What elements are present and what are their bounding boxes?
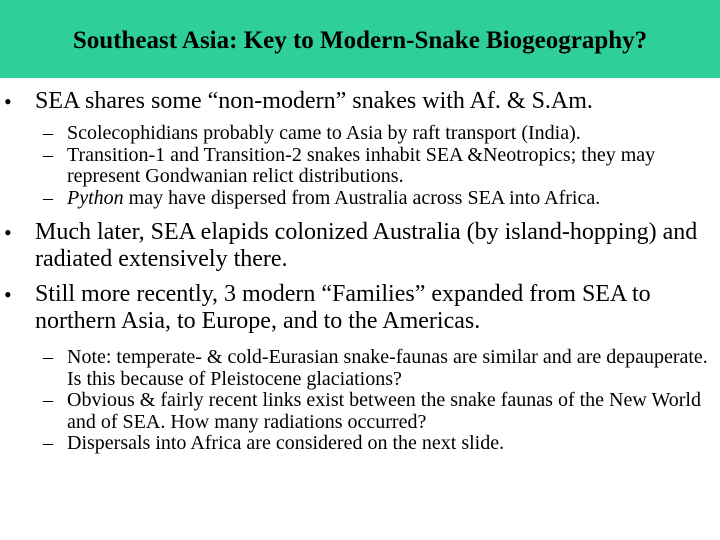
sub-bullet-point xyxy=(43,432,710,455)
bullet-icon: • xyxy=(4,282,12,307)
bullet-text: Still more recently, 3 modern “Families” expanded from SEA to northern Asia, to Europe, and to the Americas. xyxy=(35,281,651,334)
sub-bullet-text: Dispersals into Africa are considered on the next slide. xyxy=(67,432,505,454)
dash-icon: – xyxy=(43,122,53,144)
dash-icon: – xyxy=(43,432,53,454)
bullet-text: SEA shares some “non-modern” snakes with Af. & S.Am. xyxy=(35,88,593,114)
dash-icon: – xyxy=(43,143,53,166)
slide-body xyxy=(0,88,720,455)
italic-genus-name: Python xyxy=(67,186,124,209)
sub-bullet-text: may have dispersed from Australia across SEA into Africa. xyxy=(123,186,601,209)
sub-bullet-point xyxy=(43,389,710,433)
dash-icon: – xyxy=(43,389,53,411)
bullet-point xyxy=(4,219,708,273)
bullet-point xyxy=(4,281,708,335)
sub-bullet-text: Scolecophidians probably came to Asia by raft transport (India). xyxy=(67,122,581,144)
sub-bullet-text: Transition-1 and Transition-2 snakes inhabit SEA &Neotropics; they may represent Gondwanian relict distributions. xyxy=(67,143,656,187)
sub-bullet-point xyxy=(43,186,710,210)
dash-icon: – xyxy=(43,346,53,368)
bullet-icon: • xyxy=(4,220,12,245)
sub-bullet-point xyxy=(43,122,710,145)
bullet-point xyxy=(4,88,708,115)
sub-bullet-text: Note: temperate- & cold-Eurasian snake-faunas are similar and are depauperate. Is this because of Pleistocene glaciations? xyxy=(67,346,708,390)
bullet-icon: • xyxy=(4,89,12,114)
dash-icon: – xyxy=(43,186,53,209)
bullet-text: Much later, SEA elapids colonized Australia (by island-hopping) and radiated extensively there. xyxy=(35,219,698,272)
sub-bullet-point xyxy=(43,143,710,188)
sub-bullet-point xyxy=(43,346,710,390)
sub-bullet-text: Obvious & fairly recent links exist between the snake faunas of the New World and of SEA. How many radiations occurred? xyxy=(67,389,701,433)
title-bar xyxy=(0,0,720,78)
slide-title: Southeast Asia: Key to Modern-Snake Biogeography? xyxy=(72,27,648,54)
